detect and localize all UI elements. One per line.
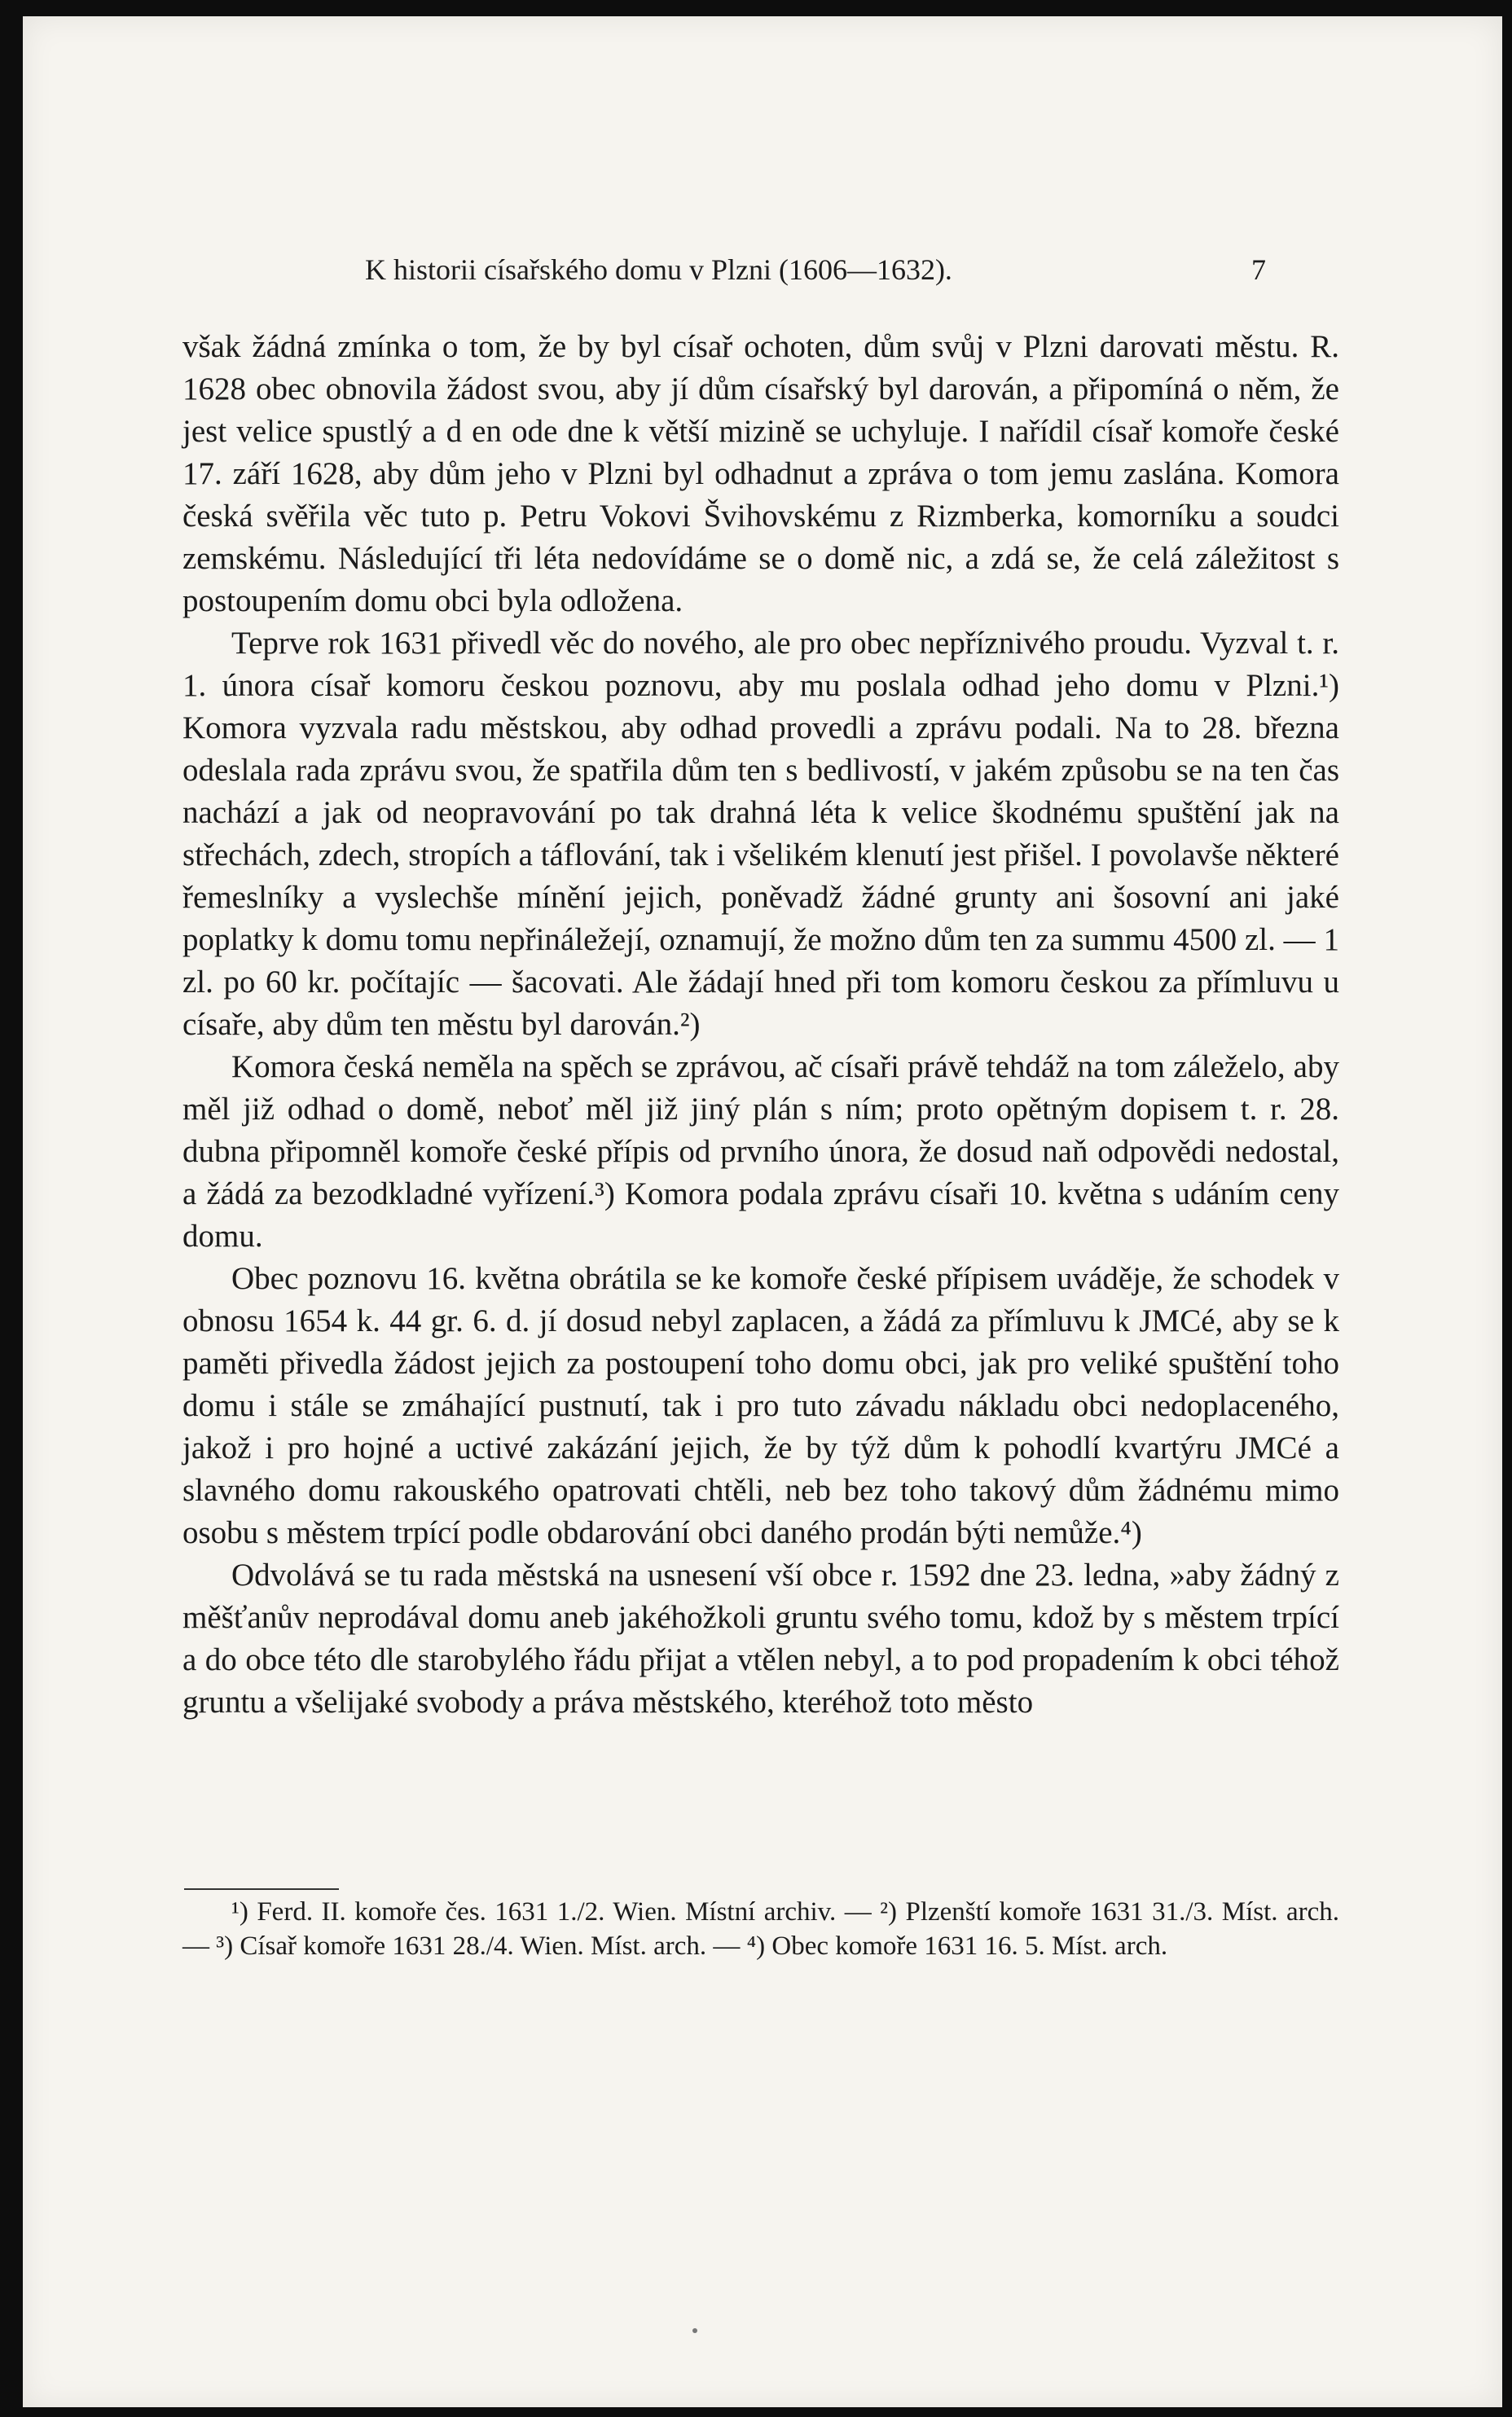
paragraph: však žádná zmínka o tom, že by byl císař ochoten, dům svůj v Plzni darovati městu. R. 1628 obec obnovila žádost svou, aby jí dům císařský byl darován, a připomíná o něm, že jest velice spustlý a d en ode dne k větší mizině se uchyluje. I nařídil císař komoře české 17. září 1628, aby dům jeho v Plzni byl odhadnut a zpráva o tom jemu zaslána. Komora česká svěřila věc tuto p. Petru Vokovi Švihovskému z Rizmberka, komorníku a soudci zemskému. Následující tři léta nedovídáme se o domě nic, a zdá se, že celá záležitost s postoupením domu obci byla odložena. xyxy=(182,329,1339,618)
footnotes: ¹) Ferd. II. komoře čes. 1631 1./2. Wien. Místní archiv. — ²) Plzenští komoře 1631 31./3. Míst. arch. — ³) Císař komoře 1631 28./4. Wien. Míst. arch. — ⁴) Obec komoře 1631 16. 5. Míst. arch. xyxy=(182,1897,1339,1961)
footnote-divider xyxy=(184,1888,339,1890)
main-text xyxy=(182,326,1339,1724)
page-header xyxy=(23,253,1502,301)
paragraph: Teprve rok 1631 přivedl věc do nového, ale pro obec nepříznivého proudu. Vyzval t. r. 1. února císař komoru českou poznovu, aby mu poslala odhad jeho domu v Plzni.¹) Komora vyzvala radu městskou, aby odhad provedli a zprávu podali. Na to 28. března odeslala rada zprávu svou, že spatřila dům ten s bedlivostí, v jakém způsobu se na ten čas nachází a jak od neopravování po tak drahná léta k velice škodnému spuštění jak na střechách, zdech, stropích a táflování, tak i všelikém klenutí jest přišel. I povolavše některé řemeslníky a vyslechše mínění jejich, poněvadž žádné grunty ani šosovní ani jaké poplatky k domu tomu nepřináležejí, oznamují, že možno dům ten za summu 4500 zl. — 1 zl. po 60 kr. počítajíc — šacovati. Ale žádají hned při tom komoru českou za přímluvu u císaře, aby dům ten městu byl darován.²) xyxy=(182,626,1339,1042)
running-title: K historii císařského domu v Plzni (1606—1632). xyxy=(365,253,952,286)
page-number: 7 xyxy=(1251,253,1266,286)
paper-speck xyxy=(692,2328,697,2333)
paragraph: Odvolává se tu rada městská na usnesení vší obce r. 1592 dne 23. ledna, »aby žádný z měšťanův neprodával domu aneb jakéhožkoli gruntu svého tomu, kdož by s městem trpící a do obce této dle starobylého řádu přijat a vtělen nebyl, a to pod propadením k obci téhož gruntu a všelijaké svobody a práva městského, kteréhož toto město xyxy=(182,1558,1339,1720)
paragraph: Obec poznovu 16. května obrátila se ke komoře české přípisem uváděje, že schodek v obnosu 1654 k. 44 gr. 6. d. jí dosud nebyl zaplacen, a žádá za přímluvu k JMCé, aby se k paměti přivedla žádost jejich za postoupení toho domu obci, jak pro veliké spuštění toho domu i stále se zmáhající pustnutí, tak i pro tuto závadu nákladu obci nedoplaceného, jakož i pro hojné a uctivé zakázání jejich, že by týž dům k pohodlí kvartýru JMCé a slavného domu rakouského opatrovati chtěli, neb bez toho takový dům žádnému mimo osobu s městem trpící podle obdarování obci daného prodán býti nemůže.⁴) xyxy=(182,1261,1339,1550)
book-page xyxy=(23,16,1502,2407)
paragraph: Komora česká neměla na spěch se zprávou, ač císaři právě tehdáž na tom záleželo, aby měl již odhad o domě, neboť měl již jiný plán s ním; proto opětným dopisem t. r. 28. dubna připomněl komoře české přípis od prvního února, že dosud naň odpovědi nedostal, a žádá za bezodkladné vyřízení.³) Komora podala zprávu císaři 10. května s udáním ceny domu. xyxy=(182,1049,1339,1254)
